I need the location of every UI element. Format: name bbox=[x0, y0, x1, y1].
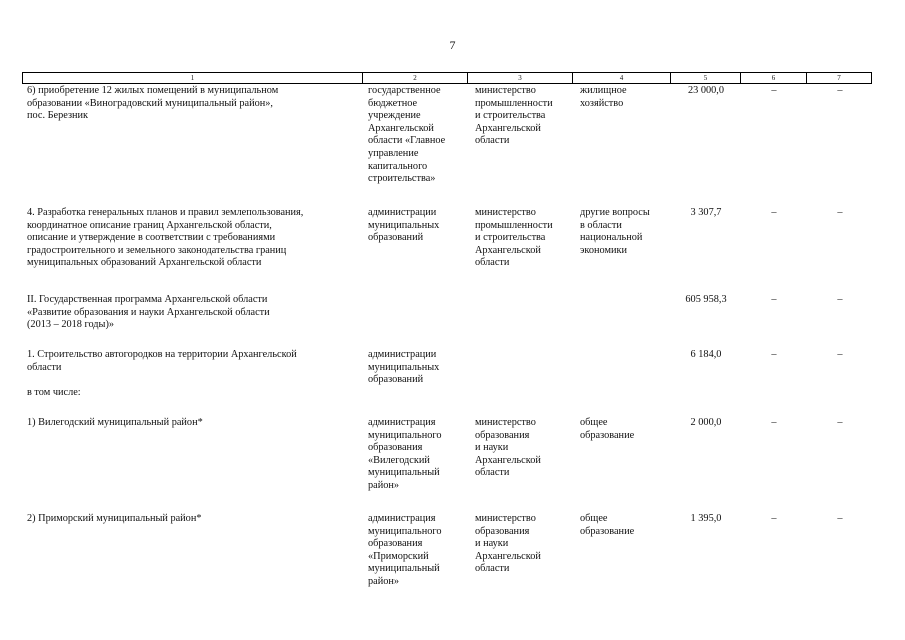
row-ministry: министерство образования и науки Архангельской области bbox=[475, 513, 541, 575]
row-executor: администрации муниципальных образований bbox=[368, 207, 440, 244]
row-ministry: министерство образования и науки Архангельской области bbox=[475, 417, 541, 479]
row-amount: 605 958,3 bbox=[685, 294, 727, 305]
header-col-5: 5 bbox=[670, 73, 740, 83]
row-col7: – bbox=[837, 417, 843, 428]
row-executor: администрация муниципального образования «Вилегодский муниципальный район» bbox=[368, 417, 442, 491]
row-ministry: министерство промышленности и строительства Архангельской области bbox=[475, 85, 553, 147]
row-amount: 2 000,0 bbox=[690, 417, 722, 428]
table-header bbox=[22, 72, 872, 84]
row-executor: администрация муниципального образования «Приморский муниципальный район» bbox=[368, 513, 442, 587]
row-col6: – bbox=[771, 85, 777, 96]
row-col7: – bbox=[837, 207, 843, 218]
header-col-6: 6 bbox=[740, 73, 806, 83]
header-col-1: 1 bbox=[22, 73, 362, 83]
row-amount: 23 000,0 bbox=[687, 85, 725, 96]
row-col6: – bbox=[771, 294, 777, 305]
row-amount: 1 395,0 bbox=[690, 513, 722, 524]
row-col6: – bbox=[771, 207, 777, 218]
row-section: жилищное хозяйство bbox=[580, 85, 627, 109]
header-col-2: 2 bbox=[362, 73, 467, 83]
header-col-7: 7 bbox=[806, 73, 872, 83]
row-col6: – bbox=[771, 513, 777, 524]
row-col7: – bbox=[837, 513, 843, 524]
row-description: II. Государственная программа Архангельской области «Развитие образования и науки Архангельской области (2013 – 2018 годы)» bbox=[27, 294, 270, 331]
row-description: 1. Строительство автогородков на территории Архангельской области в том числе: bbox=[27, 349, 297, 398]
row-description: 2) Приморский муниципальный район* bbox=[27, 513, 202, 524]
row-executor: администрации муниципальных образований bbox=[368, 349, 440, 386]
row-col6: – bbox=[771, 349, 777, 360]
row-section: другие вопросы в области национальной экономики bbox=[580, 207, 650, 256]
row-ministry: министерство промышленности и строительства Архангельской области bbox=[475, 207, 553, 269]
row-section: общее образование bbox=[580, 417, 635, 441]
header-col-4: 4 bbox=[572, 73, 670, 83]
row-col7: – bbox=[837, 294, 843, 305]
row-col7: – bbox=[837, 349, 843, 360]
header-col-3: 3 bbox=[467, 73, 572, 83]
row-amount: 6 184,0 bbox=[690, 349, 722, 360]
row-description: 6) приобретение 12 жилых помещений в муниципальном образовании «Виноградовский муниципальный район», пос. Березник bbox=[27, 85, 279, 122]
row-col7: – bbox=[837, 85, 843, 96]
row-col6: – bbox=[771, 417, 777, 428]
row-section: общее образование bbox=[580, 513, 635, 537]
row-executor: государственное бюджетное учреждение Архангельской области «Главное управление капитального строительства» bbox=[368, 85, 446, 185]
row-description: 4. Разработка генеральных планов и правил землепользования, координатное описание границ Архангельской области, описание и утверждение в соответствии с требованиями градостроительного и земельного законодательства границ муниципальных образований Архангельской области bbox=[27, 207, 304, 269]
page-number: 7 bbox=[449, 38, 456, 52]
row-amount: 3 307,7 bbox=[690, 207, 722, 218]
row-description: 1) Вилегодский муниципальный район* bbox=[27, 417, 203, 428]
